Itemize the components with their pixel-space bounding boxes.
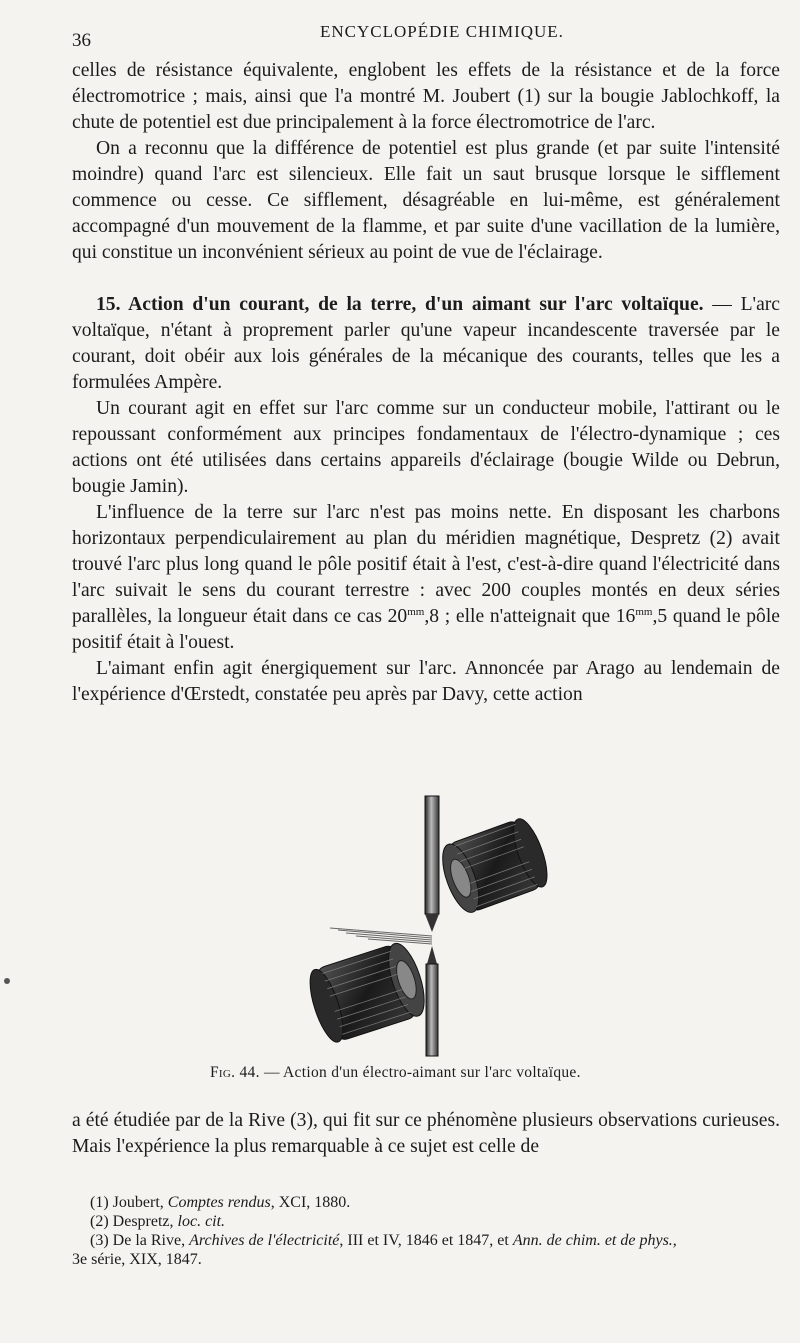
section-text: — L'arc voltaïque, n'étant à proprement parler qu'une vapeur incandescente traversée par le courant, doit obéir aux lois générales de la mécanique des courants, telles que les a formulées Ampère.	[72, 294, 780, 393]
footnote-title: Ann. de chim. et de phys.	[512, 1232, 673, 1249]
footnote-text: (2) Despretz,	[90, 1213, 178, 1230]
page-speck	[4, 978, 10, 984]
section-title: 15. Action d'un courant, de la terre, d'un aimant sur l'arc voltaïque.	[96, 294, 704, 315]
unit-superscript: mm	[407, 606, 425, 618]
main-text-upper	[72, 58, 780, 708]
page-header	[72, 20, 780, 50]
upper-electromagnet	[435, 815, 554, 917]
figure-electromagnet-arc	[290, 790, 560, 1062]
footnote-2	[72, 1212, 780, 1231]
footnote-text: (3) De la Rive,	[90, 1232, 190, 1249]
section-gap	[72, 266, 780, 292]
footnote-title: Archives de l'électricité	[189, 1232, 340, 1249]
footnote-1	[72, 1193, 780, 1212]
electromagnet-illustration	[290, 790, 560, 1062]
footnote-text: , III et IV, 1846 et 1847, et	[339, 1232, 513, 1249]
paragraph: On a reconnu que la différence de potentiel est plus grande (et par suite l'intensité moindre) quand l'arc est silencieux. Elle fait un saut brusque lorsque le sifflement commence ou cesse. Ce sifflement, désagréable en lui-même, est généralement accompagné d'un mouvement de la flamme, et par suite d'une vacillation de la lumière, qui constitue un inconvénient sérieux au point de vue de l'éclairage.	[72, 138, 780, 263]
caption-text: — Action d'un électro-aimant sur l'arc voltaïque.	[259, 1064, 581, 1081]
footnote-text: (1) Joubert,	[90, 1194, 168, 1211]
footnotes	[72, 1193, 780, 1269]
text-run: ,5 quand le pôle positif était à l'ouest.	[72, 606, 780, 653]
footnote-title: Comptes rendus	[167, 1194, 271, 1211]
paragraph: Un courant agit en effet sur l'arc comme sur un conducteur mobile, l'attirant ou le repoussant conformément aux principes fondamentaux de l'électro-dynamique ; ces actions ont été utilisées dans certains appareils d'éclairage (bougie Wilde ou Debrun, bougie Jamin).	[72, 398, 780, 497]
paragraph: a été étudiée par de la Rive (3), qui fit sur ce phénomène plusieurs observations curieuses. Mais l'expérience la plus remarquable à ce sujet est celle de	[72, 1110, 780, 1157]
footnote-title: loc. cit.	[177, 1213, 226, 1230]
footnote-3-continuation: 3e série, XIX, 1847.	[72, 1251, 202, 1268]
upper-carbon-rod	[425, 796, 439, 932]
unit-superscript: mm	[635, 606, 653, 618]
section-15-paragraph	[72, 292, 780, 396]
footnote-text: ,	[672, 1232, 677, 1249]
paragraph: celles de résistance équivalente, englobent les effets de la résistance et de la force électromotrice ; mais, ainsi que l'a montré M. Joubert (1) sur la bougie Jablochkoff, la chute de potentiel est due principalement à la force électromotrice de l'arc.	[72, 60, 780, 133]
main-text-lower	[72, 1108, 780, 1160]
lower-carbon-rod	[426, 946, 438, 1056]
footnote-3	[72, 1231, 780, 1250]
figure-caption	[210, 1064, 670, 1082]
text-run: L'influence de la terre sur l'arc n'est pas moins nette. En disposant les charbons horizontaux perpendiculairement au plan du méridien magnétique, Despretz (2) avait trouvé l'arc plus long quand le pôle positif était à l'est, c'est-à-dire quand l'électricité dans l'arc suivait le sens du courant terrestre : avec 200 couples montés en deux séries parallèles, la longueur était dans ce cas 20	[72, 502, 780, 627]
lower-electromagnet	[303, 939, 431, 1045]
paragraph: L'aimant enfin agit énergiquement sur l'arc. Annoncée par Arago au lendemain de l'expérience d'Œrstedt, constatée peu après par Davy, cette action	[72, 658, 780, 705]
footnote-text: , XCI, 1880.	[270, 1194, 351, 1211]
voltaic-arc	[330, 928, 432, 944]
page-number: 36	[72, 30, 91, 51]
text-run: ,8 ; elle n'atteignait que 16	[424, 606, 636, 627]
running-title: ENCYCLOPÉDIE CHIMIQUE.	[320, 22, 564, 41]
figure-label: Fig. 44.	[210, 1064, 260, 1081]
paragraph	[72, 500, 780, 656]
